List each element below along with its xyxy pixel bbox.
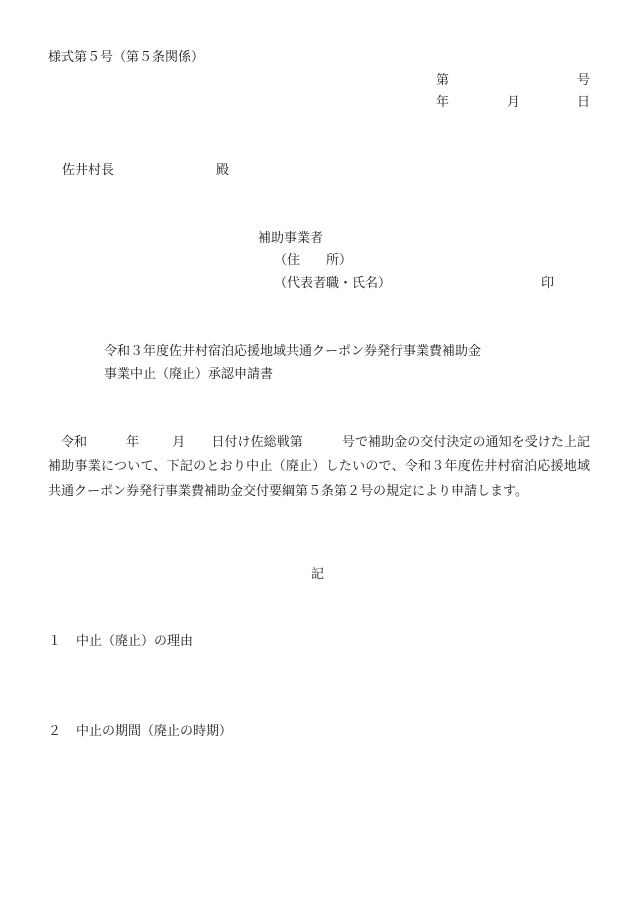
seal-mark: 印 — [541, 276, 555, 291]
body-day-ref: 日付け佐総戦第 — [211, 435, 303, 450]
ki-heading: 記 — [311, 567, 325, 582]
doc-title-line2: 事業中止（廃止）承認申請書 — [104, 367, 274, 382]
body-main-text: 号で補助金の交付決定の通知を受けた上記補助事業について、下記のとおり中止（廃止）したいので、令和３年度佐井村宿泊応援地域共通クーポン券発行事業費補助金交付要綱第５条第２号の規定により申請します。 — [48, 435, 590, 499]
item-1-label: 中止（廃止）の理由 — [76, 634, 194, 649]
body-paragraph — [48, 431, 590, 504]
addressee-name: 佐井村長 — [62, 163, 115, 178]
applicant-address-label: （住 所） — [274, 253, 353, 268]
applicant-title: 補助事業者 — [258, 231, 324, 246]
body-year: 年 — [126, 435, 140, 450]
item-2-label: 中止の期間（廃止の時期） — [76, 724, 233, 739]
date-year: 年 — [436, 95, 450, 110]
item-2-number: ２ — [48, 724, 62, 739]
doc-no-prefix: 第 — [436, 73, 450, 88]
body-era: 令和 — [61, 435, 88, 450]
addressee-honorific: 殿 — [216, 163, 230, 178]
applicant-rep-label: （代表者職・氏名） — [274, 276, 392, 291]
date-day: 日 — [577, 95, 591, 110]
doc-title-line1: 令和３年度佐井村宿泊応援地域共通クーポン券発行事業費補助金 — [104, 344, 482, 359]
body-month: 月 — [172, 435, 186, 450]
item-1-number: １ — [48, 634, 62, 649]
doc-no-suffix: 号 — [577, 73, 591, 88]
form-number: 様式第５号（第５条関係） — [48, 50, 205, 65]
date-month: 月 — [507, 95, 521, 110]
